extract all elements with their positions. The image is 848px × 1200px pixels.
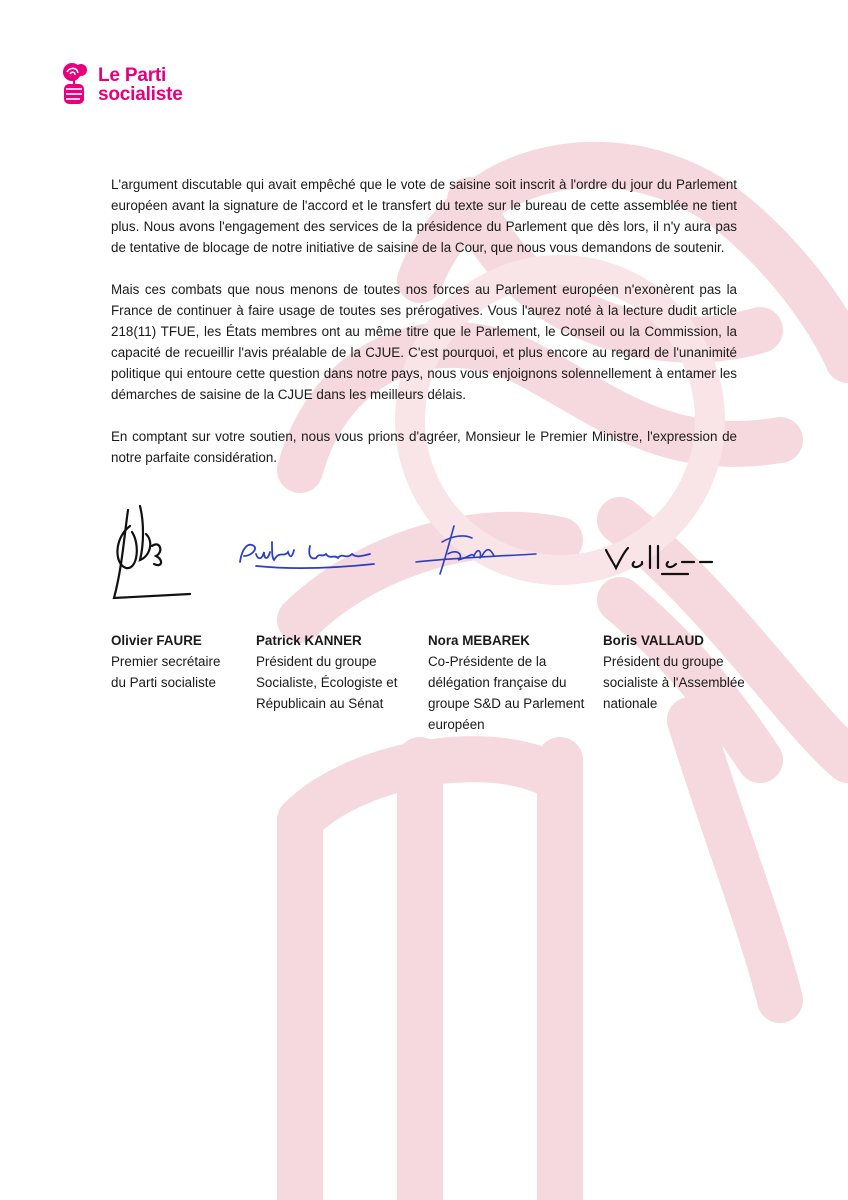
letter-body: [111, 174, 737, 489]
logo-wordmark: [98, 66, 183, 104]
signature-mebarek: [412, 522, 540, 580]
paragraph-3: En comptant sur votre soutien, nous vous prions d'agréer, Monsieur le Premier Ministre, l'expression de notre parfaite considération.: [111, 429, 737, 465]
signatory-role-line: Socialiste, Écologiste et: [256, 675, 398, 690]
signatory-role-line: Président du groupe: [603, 654, 724, 669]
signatory-role-line: européen: [428, 717, 485, 732]
signatory-role-line: délégation française du: [428, 675, 567, 690]
signatory-mebarek: [428, 630, 600, 735]
signatory-faure: [111, 630, 251, 693]
signatory-name: Boris VALLAUD: [603, 633, 704, 648]
signatory-name: Olivier FAURE: [111, 633, 202, 648]
signatory-role-line: nationale: [603, 696, 658, 711]
logo-line-2: socialiste: [98, 84, 183, 105]
signatory-role-line: socialiste à l'Assemblée: [603, 675, 745, 690]
signatory-role-line: Président du groupe: [256, 654, 377, 669]
signature-kanner: [236, 536, 376, 576]
paragraph-1: L'argument discutable qui avait empêché que le vote de saisine soit inscrit à l'ordre du jour du Parlement européen avant la signature de l'accord et le transfert du texte sur le bureau de cette assemblée ne tient plus. Nous avons l'engagement des services de la présidence du Parlement que dès lors, il n'y aura pas de tentative de blocage de notre initiative de saisine de la Cour, que nous vous demandons de soutenir.: [111, 177, 737, 255]
paragraph-2: Mais ces combats que nous menons de toutes nos forces au Parlement européen n'exonèrent pas la France de continuer à faire usage de toutes ses prérogatives. Vous l'aurez noté à la lecture dudit article 218(11) TFUE, les États membres ont au même titre que le Parlement, le Conseil ou la Commission, la capacité de recueillir l'avis préalable de la CJUE. C'est pourquoi, et plus encore au regard de l'unanimité politique qui entoure cette question dans notre pays, nous vous enjoignons solennellement à entamer les démarches de saisine de la CJUE dans les meilleurs délais.: [111, 282, 737, 402]
signatory-role-line: Républicain au Sénat: [256, 696, 384, 711]
signature-faure: [104, 498, 196, 604]
signature-vallaud: [600, 542, 718, 578]
logo-line-1: Le Parti: [98, 65, 167, 86]
signatory-role-line: groupe S&D au Parlement: [428, 696, 585, 711]
fist-rose-icon: [58, 62, 92, 108]
signatory-vallaud: [603, 630, 763, 714]
signatory-role-line: Premier secrétaire: [111, 654, 221, 669]
signatory-role-line: Co-Présidente de la: [428, 654, 547, 669]
party-logo: [58, 62, 183, 108]
signatory-name: Nora MEBAREK: [428, 633, 530, 648]
signatory-name: Patrick KANNER: [256, 633, 362, 648]
signatory-role-line: du Parti socialiste: [111, 675, 216, 690]
signatory-kanner: [256, 630, 426, 714]
